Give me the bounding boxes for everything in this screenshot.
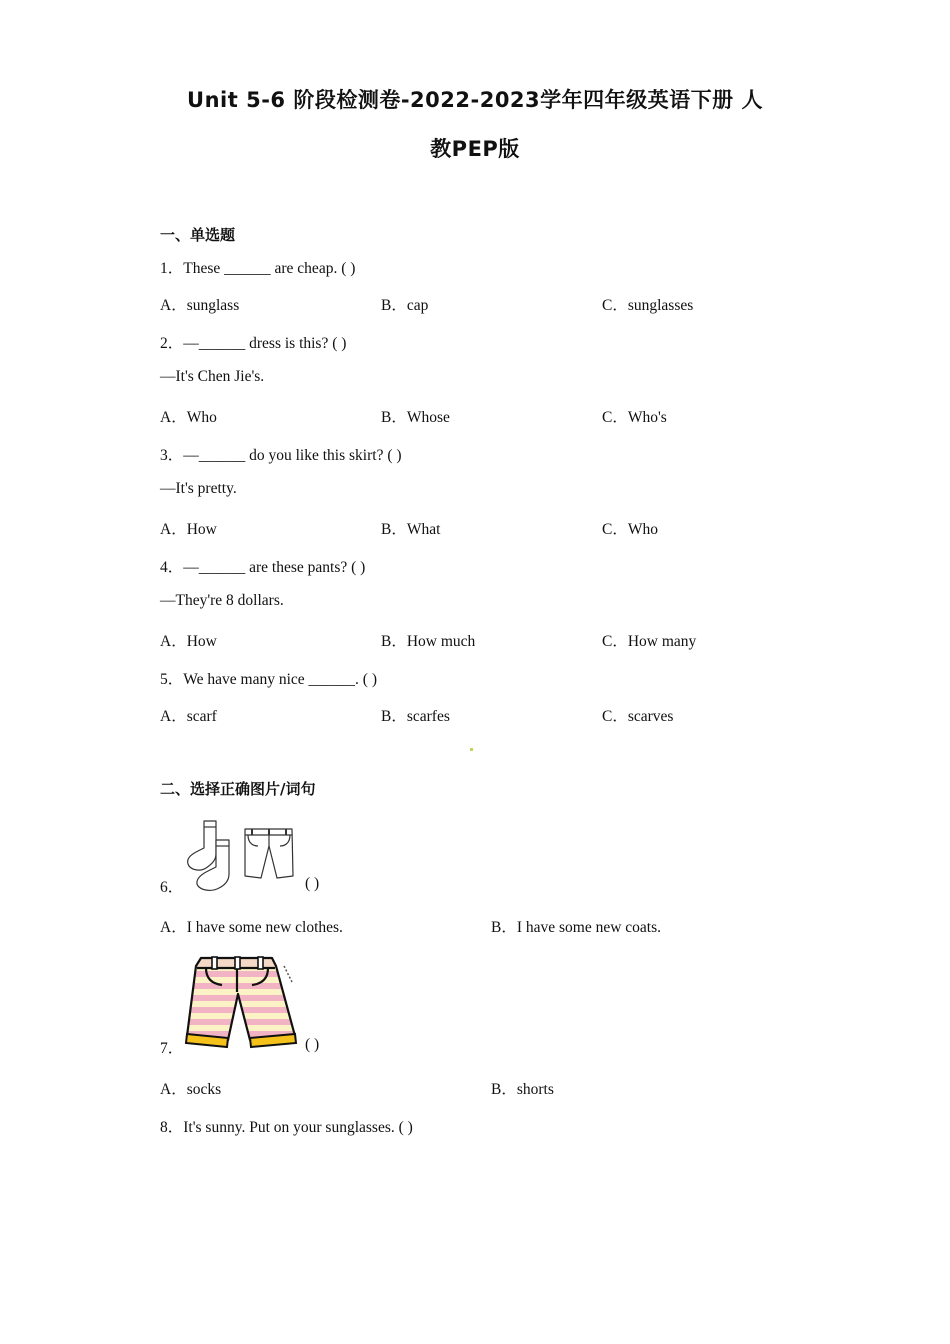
question-1-option-b[interactable]: B．cap xyxy=(381,297,429,314)
question-6-answer-blank[interactable]: ( ) xyxy=(305,875,320,892)
document-title-line-2: 教PEP版 xyxy=(430,137,520,161)
document-title-line-1: Unit 5-6 阶段检测卷-2022-2023学年四年级英语下册 人 xyxy=(187,88,763,112)
question-3-stem: 3．—______ do you like this skirt? ( ) xyxy=(160,447,402,464)
question-2-option-c[interactable]: C．Who's xyxy=(602,409,667,426)
section-heading-choose-picture: 二、选择正确图片/词句 xyxy=(160,780,316,798)
question-3-reply: —It's pretty. xyxy=(160,480,237,497)
question-3-option-a[interactable]: A．How xyxy=(160,521,217,538)
question-4-option-b[interactable]: B．How much xyxy=(381,633,476,650)
question-7-answer-blank[interactable]: ( ) xyxy=(305,1036,320,1053)
question-5-option-b[interactable]: B．scarfes xyxy=(381,708,450,725)
question-6-option-a[interactable]: A．I have some new clothes. xyxy=(160,919,343,936)
question-6-number: 6． xyxy=(160,879,184,896)
question-5-stem: 5．We have many nice ______. ( ) xyxy=(160,671,377,688)
question-4-reply: —They're 8 dollars. xyxy=(160,592,284,609)
socks-and-shorts-icon xyxy=(184,818,296,892)
question-2-option-a[interactable]: A．Who xyxy=(160,409,217,426)
question-2-option-b[interactable]: B．Whose xyxy=(381,409,450,426)
striped-shorts-icon xyxy=(184,952,298,1050)
question-4-option-c[interactable]: C．How many xyxy=(602,633,697,650)
question-1-option-a[interactable]: A．sunglass xyxy=(160,297,240,314)
question-4-stem: 4．—______ are these pants? ( ) xyxy=(160,559,366,576)
question-1-stem: 1．These ______ are cheap. ( ) xyxy=(160,260,356,277)
question-6-option-b[interactable]: B．I have some new coats. xyxy=(491,919,662,936)
question-1-option-c[interactable]: C．sunglasses xyxy=(602,297,694,314)
question-5-option-a[interactable]: A．scarf xyxy=(160,708,217,725)
question-7-option-b[interactable]: B．shorts xyxy=(491,1081,554,1098)
section-heading-single-choice: 一、单选题 xyxy=(160,226,236,244)
question-8-stem: 8．It's sunny. Put on your sunglasses. ( ) xyxy=(160,1119,413,1136)
question-7-number: 7． xyxy=(160,1040,184,1057)
question-3-option-c[interactable]: C．Who xyxy=(602,521,658,538)
question-2-reply: —It's Chen Jie's. xyxy=(160,368,265,385)
question-3-option-b[interactable]: B．What xyxy=(381,521,441,538)
question-7-option-a[interactable]: A．socks xyxy=(160,1081,222,1098)
stray-mark xyxy=(470,748,473,751)
question-5-option-c[interactable]: C．scarves xyxy=(602,708,674,725)
question-2-stem: 2．—______ dress is this? ( ) xyxy=(160,335,347,352)
question-4-option-a[interactable]: A．How xyxy=(160,633,217,650)
